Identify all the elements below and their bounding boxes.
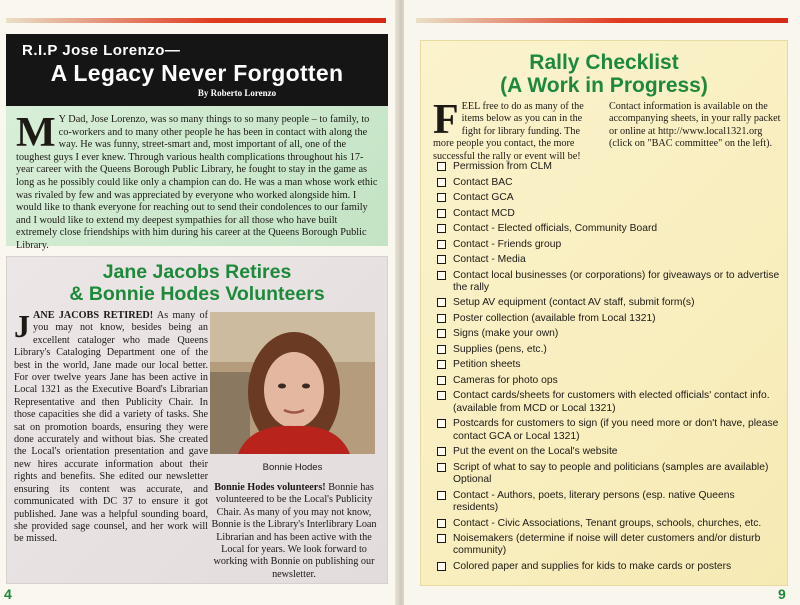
page-number-right: 9 [778,586,786,602]
checklist-item-label: Contact - Civic Associations, Tenant groups, schools, churches, etc. [453,517,762,529]
checkbox-icon[interactable] [437,162,446,171]
checkbox-icon[interactable] [437,224,446,233]
checklist-item [437,490,781,515]
checklist-item [437,313,781,325]
checkbox-icon[interactable] [437,534,446,543]
left-top-rule [6,18,386,23]
checkbox-icon[interactable] [437,463,446,472]
checklist-item [437,161,781,173]
checkbox-icon[interactable] [437,271,446,280]
page-number-left: 4 [4,586,12,602]
checklist-item [437,359,781,371]
checkbox-icon[interactable] [437,391,446,400]
checkbox-icon[interactable] [437,360,446,369]
checkbox-icon[interactable] [437,255,446,264]
checkbox-icon[interactable] [437,314,446,323]
checkbox-icon[interactable] [437,345,446,354]
checklist-item-label: Cameras for photo ops [453,374,558,386]
checklist-item-label: Contact cards/sheets for customers with elected officials' contact info. (available from MCD or Local 1321) [453,390,770,414]
portrait-image [210,312,375,454]
checklist-item-label: Supplies (pens, etc.) [453,343,547,355]
checklist-item [437,375,781,387]
checklist-item-label: Contact local businesses (or corporations) for giveaways or to advertise the rally [453,269,780,293]
checklist-item-label: Noisemakers (determine if noise will deter customers and/or disturb community) [453,533,761,557]
checklist-item-label: Setup AV equipment (contact AV staff, submit form(s) [453,297,695,309]
rally-checklist-panel [420,40,788,586]
rally-intro-text: EEL free to do as many of the items below as you can in the fight for library funding. The more people you contact, the more successful the rally or event will be! [433,101,584,162]
checklist-item [437,208,781,220]
checkbox-icon[interactable] [437,376,446,385]
rally-contact-info: Contact information is available on the accompanying sheets, in your rally packet or online at http://www.local1321.org (click on "BAC committee" on the left). [609,101,781,150]
checkbox-icon[interactable] [437,562,446,571]
checklist-item-label: Contact - Authors, poets, literary persons (esp. native Queens residents) [453,489,735,514]
checklist-item-label: Script of what to say to people and politicians (samples are available) Optional [453,461,769,486]
checklist-item [437,344,781,356]
rally-title-line1: Rally Checklist [529,51,679,74]
rip-kicker: R.I.P Jose Lorenzo— [22,42,181,59]
rip-body-text: Y Dad, Jose Lorenzo, was so many things to so many people – to family, to co-workers and to many other people he has been in contact with along the way. He was funny, street-smart and, most important of all, one of the toughest guys I ever knew. Through various health complications throughout his 17-year career with the Queens Borough Public Library, he fought to stay in the game as long as he possibly could like only a champion can do. He was a man whose work ethic was rivaled by few and was appreciated by everyone who worked alongside him. I would like to thank everyone for reaching out to send their condolences to our family and I would like to extend my deepest sympathies for all those who have built extremely close friendships with him during his career at the Queens Borough Public Library. [16,114,378,251]
checklist-item [437,192,781,204]
checklist-item-label: Poster collection (available from Local 1321) [453,312,656,324]
checkbox-icon[interactable] [437,447,446,456]
checklist-item [437,297,781,309]
jane-title [7,261,387,305]
checklist-item-label: Contact - Media [453,254,526,265]
checkbox-icon[interactable] [437,298,446,307]
rally-title-line2: (A Work in Progress) [500,74,708,97]
checklist-item-label: Contact - Friends group [453,238,562,250]
checklist-item [437,561,781,573]
checklist-item-label: Contact BAC [453,176,513,188]
rip-header [6,34,388,106]
bonnie-body [208,482,380,581]
checkbox-icon[interactable] [437,178,446,187]
checkbox-icon[interactable] [437,240,446,249]
right-top-rule [416,18,788,23]
left-page [0,0,398,605]
checklist-item-label: Colored paper and supplies for kids to make cards or posters [453,560,732,572]
checklist-item [437,533,781,558]
photo-caption: Bonnie Hodes [262,462,323,473]
rip-byline: By Roberto Lorenzo [197,88,277,98]
checkbox-icon[interactable] [437,209,446,218]
checklist-item-label: Petition sheets [453,359,521,371]
bonnie-photo [210,312,375,454]
jane-title-line2: & Bonnie Hodes Volunteers [69,283,325,305]
checklist-item-label: Signs (make your own) [453,328,559,340]
rally-intro [433,97,601,163]
bonnie-lead: Bonnie Hodes volunteers! [214,482,326,493]
checklist-item-label: Contact MCD [453,207,515,219]
checkbox-icon[interactable] [437,419,446,428]
jane-dropcap: J [14,308,30,344]
checklist-item [437,254,781,266]
bonnie-body-text: Bonnie has volunteered to be the Local's Publicity Chair. As many of you may not know, Bonnie is the Library's Interlibrary Loan Librarian and has been active with the Local for years. We look forward to working with Bonnie on publishing our newsletter. [211,482,377,580]
checklist-item-label: Permission from CLM [453,161,552,172]
checklist [437,161,781,576]
checklist-item [437,223,781,235]
jane-body [14,310,208,546]
rip-dropcap: M [16,110,56,156]
checkbox-icon[interactable] [437,491,446,500]
checklist-item [437,446,781,458]
checklist-item [437,177,781,189]
checklist-item [437,270,781,295]
jane-title-line1: Jane Jacobs Retires [102,261,292,283]
jane-lead: ANE JACOBS RETIRED! [33,310,154,321]
rally-dropcap: F [433,97,459,143]
checkbox-icon[interactable] [437,519,446,528]
checklist-item [437,418,781,443]
checklist-item-label: Postcards for customers to sign (if you need more or don't have, please contact GCA or Local 1321) [453,418,779,442]
checklist-item [437,328,781,340]
checkbox-icon[interactable] [437,193,446,202]
jane-body-text: As many of you may not know, besides being an excellent cataloger who made Queens Library's Cataloging Department one of the best in the world, Jane made our local better. For over twelve years Jane has been active in Local 1321 as the Executive Board's Librarian Representative and then Publicity Chair. In those capacities she did a variety of tasks. She sat on promotion boards, ensuring they were done accurately and without bias. She created the Local's orientation presentation and gave new hires accurate information about their rights and benefits. She edited our newsletter ensuring its content was accurate, and communicated with DC 37 to ensure it got published. Jane was a helpful sounding board, she provided sage counsel, and her work will be missed. [14,310,208,545]
checklist-item-label: Put the event on the Local's website [453,446,618,458]
checkbox-icon[interactable] [437,329,446,338]
rip-title: A Legacy Never Forgotten [50,60,344,86]
checklist-item [437,462,781,487]
checklist-item [437,518,781,530]
checklist-item [437,239,781,251]
checklist-item [437,390,781,415]
rip-article [6,106,388,251]
rally-title [421,51,787,97]
checklist-item-label: Contact GCA [453,192,514,203]
checklist-item-label: Contact - Elected officials, Community Board [453,223,658,234]
